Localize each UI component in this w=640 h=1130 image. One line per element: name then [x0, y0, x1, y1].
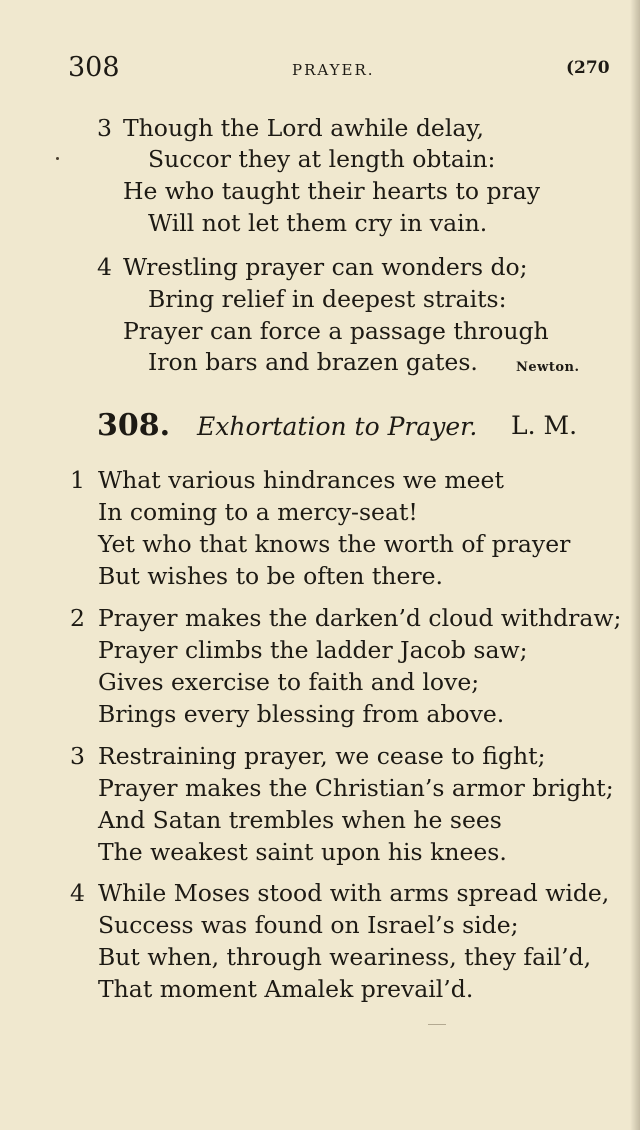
hymn-meter: L. M.	[511, 411, 578, 440]
page-number: 308	[68, 52, 120, 83]
verse-line: Though the Lord awhile delay,	[123, 114, 484, 142]
verse-line: Brings every blessing from above.	[98, 700, 505, 728]
verse-line: That moment Amalek prevail’d.	[98, 975, 474, 1003]
stanza-number: 4	[70, 879, 85, 907]
verse-line: In coming to a mercy-seat!	[98, 498, 418, 526]
stanza-number: 3	[97, 114, 112, 142]
verse-line: What various hindrances we meet	[98, 466, 504, 494]
verse-line: But wishes to be often there.	[98, 562, 443, 590]
verse-line: Succor they at length obtain:	[148, 145, 496, 173]
verse-line: He who taught their hearts to pray	[123, 177, 541, 205]
verse-line: Iron bars and brazen gates.	[148, 348, 478, 376]
verse-line: The weakest saint upon his knees.	[98, 838, 507, 866]
hymn-number: 308.	[97, 408, 171, 443]
verse-line: Bring relief in deepest straits:	[148, 285, 507, 313]
verse-line: Prayer can force a passage through	[123, 317, 549, 345]
stanza-number: 4	[97, 253, 112, 281]
stanza-number: 1	[70, 466, 85, 494]
verse-line: Yet who that knows the worth of prayer	[98, 530, 571, 558]
verse-line: Gives exercise to faith and love;	[98, 668, 480, 696]
verse-line: Restraining prayer, we cease to fight;	[98, 742, 546, 770]
print-speck	[56, 157, 59, 160]
page-edge-shadow	[630, 0, 640, 1130]
print-smudge	[428, 1024, 446, 1025]
stanza-number: 2	[70, 604, 85, 632]
hymn-title: Exhortation to Prayer.	[197, 412, 478, 441]
verse-line: But when, through weariness, they fail’d,	[98, 943, 592, 971]
verse-line: Will not let them cry in vain.	[148, 209, 488, 237]
running-title: PRAYER.	[292, 61, 375, 79]
verse-line: Prayer climbs the ladder Jacob saw;	[98, 636, 528, 664]
verse-line: While Moses stood with arms spread wide,	[98, 879, 610, 907]
verse-line: Prayer makes the darken’d cloud withdraw;	[98, 604, 622, 632]
verse-line: And Satan trembles when he sees	[98, 806, 502, 834]
hymn-reference: (270	[566, 58, 610, 78]
verse-line: Wrestling prayer can wonders do;	[123, 253, 528, 281]
verse-line: Success was found on Israel’s side;	[98, 911, 519, 939]
verse-line: Prayer makes the Christian’s armor bright;	[98, 774, 614, 802]
attribution: Newton.	[516, 360, 580, 375]
stanza-number: 3	[70, 742, 85, 770]
